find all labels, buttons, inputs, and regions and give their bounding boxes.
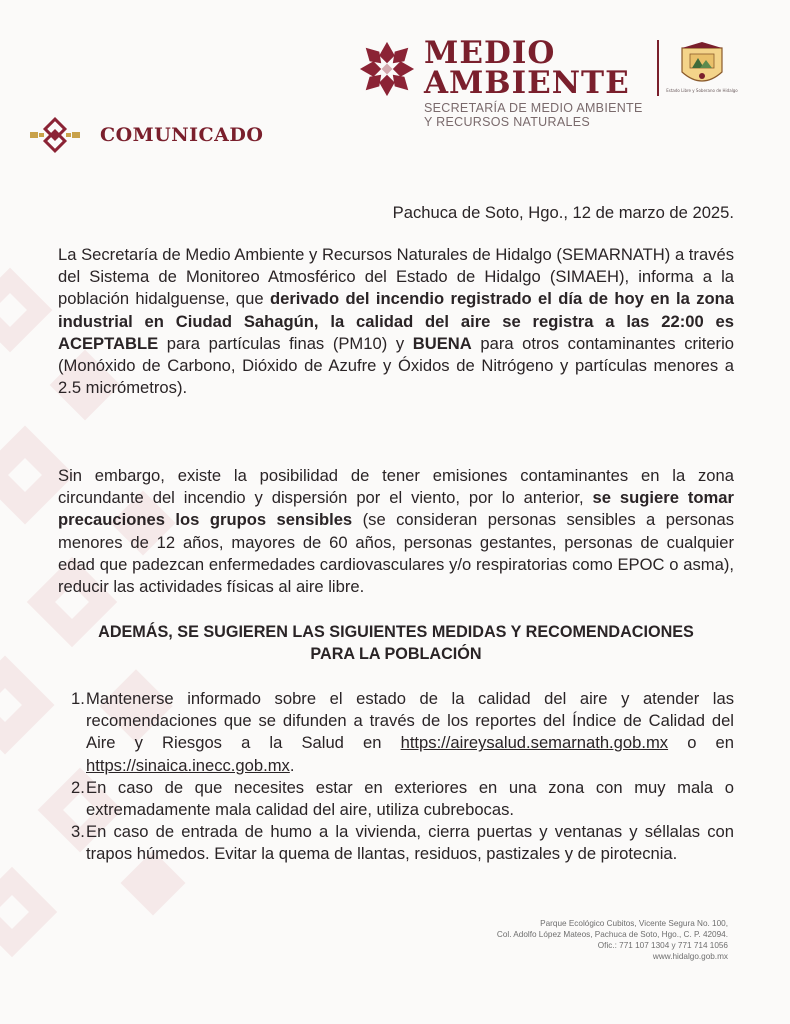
paragraph-intro-text-1: La Secretaría de Medio Ambiente y Recursos Naturales de Hidalgo (SEMARNATH) a través del Sistema de Monitoreo Atmosférico del Estado de Hidalgo (SIMAEH), informa a la población hidalguense, que: [58, 245, 734, 309]
sinaica-link[interactable]: https://sinaica.inecc.gob.mx: [86, 755, 290, 775]
paragraph-warning-text-1: Sin embargo, existe la posibilidad de tener emisiones contaminantes en la zona circundante del incendio y dispersión por el viento, por lo anterior,: [58, 466, 734, 508]
comunicado-ornament-icon: [26, 116, 84, 154]
list-item-text: En caso de que necesites estar en exteriores en una zona con muy mala o extremadamente mala calidad del aire, utiliza cubrebocas.: [86, 777, 734, 820]
list-item: [58, 688, 734, 777]
communique-label: COMUNICADO: [100, 124, 264, 146]
star-logo-icon: [358, 40, 416, 98]
recommendations-heading-line1: ADEMÁS, SE SUGIEREN LAS SIGUIENTES MEDIDAS Y RECOMENDACIONES: [98, 623, 694, 641]
paragraph-warning-bold-1: se sugiere tomar precauciones los grupos sensibles: [58, 488, 734, 530]
paragraph-intro: [58, 244, 734, 399]
footer-line: Parque Ecológico Cubitos, Vicente Segura No. 100,: [540, 919, 728, 928]
brand-subtitle-line1: SECRETARÍA DE MEDIO AMBIENTE: [424, 101, 643, 115]
paragraph-warning: [58, 465, 734, 598]
list-item-text: Mantenerse informado sobre el estado de la calidad del aire y atender las recomendaciones que se difunden a través de los reportes del Índice de Calidad del Aire y Riesgos a la Salud en: [86, 689, 734, 753]
paragraph-intro-bold-2: BUENA: [412, 333, 472, 353]
list-item-number: 1.: [71, 689, 85, 708]
recommendations-heading-line2: PARA LA POBLACIÓN: [310, 645, 482, 663]
aireysalud-link[interactable]: https://aireysalud.semarnath.gob.mx: [400, 733, 669, 753]
footer-line: Col. Adolfo López Mateos, Pachuca de Soto, Hgo., C. P. 42094.: [496, 930, 728, 939]
brand-title-line1: MEDIO: [424, 35, 556, 71]
list-item-text: .: [289, 755, 295, 775]
seal-caption: Estado Libre y Soberano de Hidalgo: [666, 88, 738, 93]
list-item-text: En caso de entrada de humo a la vivienda, cierra puertas y ventanas y séllalas con trapos húmedos. Evitar la quema de llantas, residuos, pastizales y de pirotecnia.: [86, 822, 734, 864]
list-item: [58, 821, 734, 865]
brand-subtitle-line2: Y RECURSOS NATURALES: [424, 115, 590, 129]
header-divider: [657, 40, 659, 96]
paragraph-warning-text-2: (se consideran personas sensibles a personas menores de 12 años, mayores de 60 años, personas gestantes, personas de cualquier edad que padezcan enfermedades cardiovasculares y/o respiratorias como EPOC o asma), reducir las actividades físicas al aire libre.: [58, 510, 734, 597]
brand-title-line2: AMBIENTE: [424, 65, 630, 101]
list-item-number: 2.: [71, 777, 85, 797]
list-item-text: o en: [668, 733, 734, 753]
list-item-number: 3.: [71, 822, 85, 842]
document-date: Pachuca de Soto, Hgo., 12 de marzo de 2025.: [392, 203, 734, 222]
footer-website: www.hidalgo.gob.mx: [652, 952, 728, 961]
brand-title: [424, 35, 630, 101]
paragraph-intro-bold-1: derivado del incendio registrado el día de hoy en la zona industrial en Ciudad Sahagún, la calidad del aire se registra a las 22:00 es ACEPTABLE: [58, 289, 734, 353]
recommendations-heading: [58, 621, 734, 665]
brand-subtitle: [424, 101, 643, 129]
footer-phone: Ofic.: 771 107 1304 y 771 714 1056: [597, 941, 728, 950]
paragraph-intro-text-2: para partículas finas (PM10) y: [158, 333, 413, 353]
list-item: [58, 777, 734, 821]
recommendations-list: [58, 688, 734, 866]
state-seal-icon: [676, 38, 728, 90]
footer-address: [497, 918, 728, 962]
paragraph-intro-text-3: para otros contaminantes criterio (Monóxido de Carbono, Dióxido de Azufre y Óxidos de Nitrógeno y partículas menores a 2.5 micrómetros).: [58, 333, 734, 398]
